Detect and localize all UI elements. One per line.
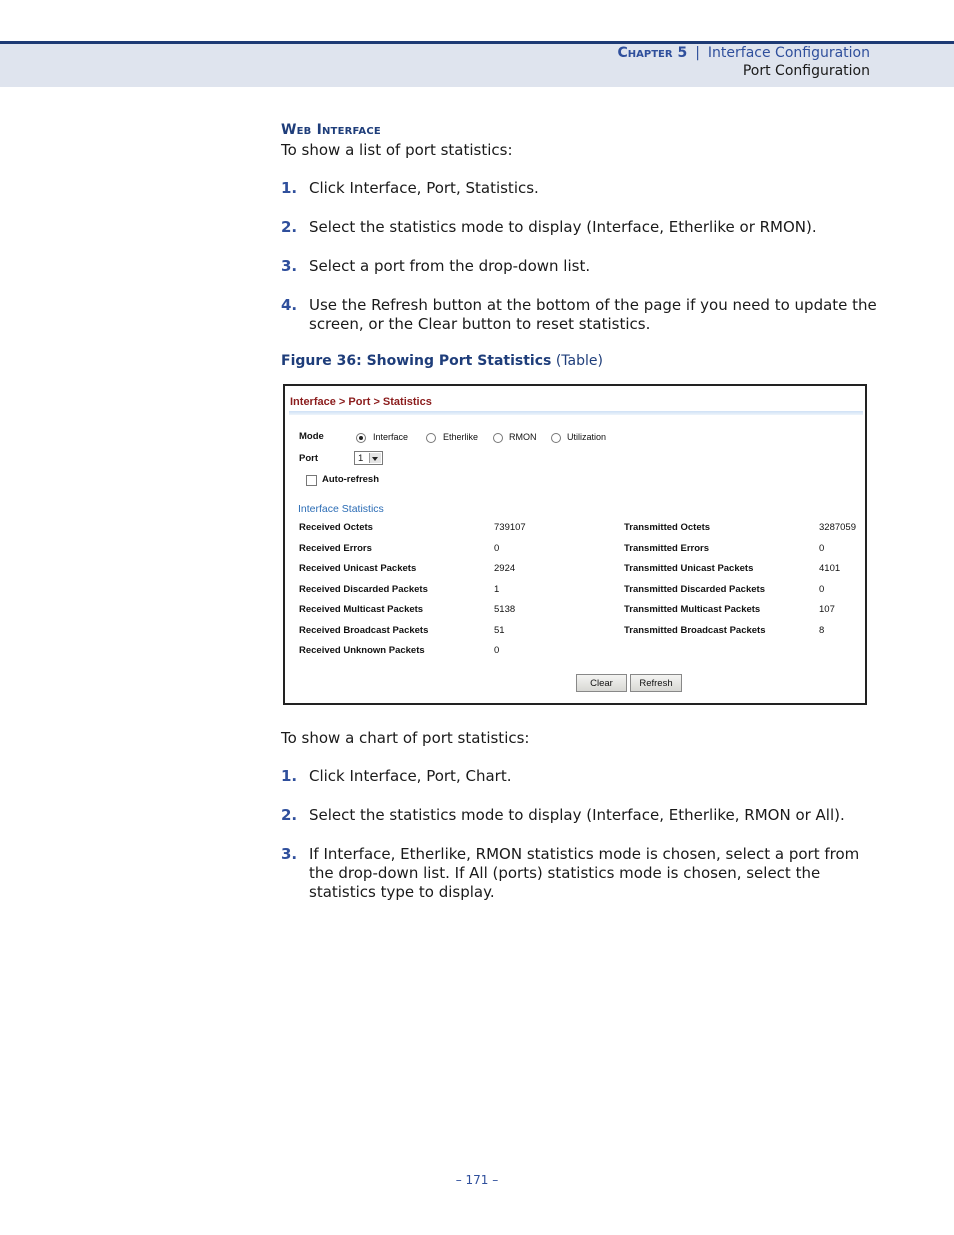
- step-number: 3.: [281, 845, 298, 863]
- port-select-value: 1: [358, 453, 364, 464]
- stat-value: 739107: [494, 522, 526, 533]
- radio-utilization-label: Utilization: [567, 432, 607, 442]
- stat-label: Received Octets: [299, 522, 373, 533]
- auto-refresh-label: Auto-refresh: [322, 474, 380, 485]
- step-number: 2.: [281, 806, 298, 824]
- stat-label: Received Broadcast Packets: [299, 625, 429, 636]
- step-number: 1.: [281, 767, 298, 785]
- chapter-title: Interface Configuration: [707, 45, 870, 61]
- stat-label: Received Unicast Packets: [299, 563, 417, 574]
- stat-value: 0: [819, 584, 825, 595]
- stat-label: Transmitted Broadcast Packets: [624, 625, 766, 636]
- port-label: Port: [299, 453, 318, 464]
- stat-value: 107: [819, 604, 835, 615]
- mode-label: Mode: [299, 431, 324, 442]
- step-text: Select the statistics mode to display (Interface, Etherlike, RMON or All).: [309, 806, 845, 824]
- step-text: Select the statistics mode to display (Interface, Etherlike or RMON).: [309, 218, 817, 236]
- figure-label: Figure 36: Showing Port Statistics: [281, 353, 552, 369]
- stat-label: Transmitted Discarded Packets: [624, 584, 765, 595]
- stat-value: 8: [819, 625, 825, 636]
- stat-value: 51: [494, 625, 505, 636]
- radio-etherlike[interactable]: [426, 433, 436, 443]
- running-header-subsection: Port Configuration: [742, 63, 870, 79]
- stat-value: 3287059: [819, 522, 856, 533]
- stat-value: 5138: [494, 604, 516, 615]
- stat-label: Transmitted Multicast Packets: [624, 604, 761, 615]
- breadcrumb: Interface > Port > Statistics: [290, 396, 432, 408]
- intro-chart-paragraph: To show a chart of port statistics:: [281, 729, 530, 747]
- port-statistics-screenshot: [283, 384, 867, 705]
- radio-rmon[interactable]: [493, 433, 503, 443]
- step-number: 1.: [281, 179, 298, 197]
- step-text: If Interface, Etherlike, RMON statistics mode is chosen, select a port from the drop-down list. If All (ports) statistics mode is chosen, select the statistics type to display.: [309, 845, 860, 901]
- figure-caption: [281, 353, 603, 369]
- stat-value: 0: [494, 645, 500, 656]
- interface-statistics-title: Interface Statistics: [298, 503, 384, 515]
- stat-label: Received Errors: [299, 543, 372, 554]
- radio-etherlike-label: Etherlike: [443, 432, 479, 442]
- section-title: Web Interface: [281, 122, 381, 138]
- stat-value: 1: [494, 584, 500, 595]
- running-header-chapter: [618, 45, 870, 61]
- port-select[interactable]: [354, 451, 383, 465]
- refresh-button[interactable]: Refresh: [630, 674, 682, 692]
- step-text: Click Interface, Port, Statistics.: [309, 179, 539, 197]
- step-number: 4.: [281, 296, 298, 314]
- stat-value: 0: [819, 543, 825, 554]
- radio-utilization[interactable]: [551, 433, 561, 443]
- stat-label: Received Multicast Packets: [299, 604, 424, 615]
- auto-refresh-checkbox[interactable]: [306, 475, 317, 486]
- step-number: 3.: [281, 257, 298, 275]
- stat-label: Transmitted Octets: [624, 522, 711, 533]
- stat-label: Transmitted Errors: [624, 543, 709, 554]
- stat-value: 4101: [819, 563, 841, 574]
- radio-interface[interactable]: [356, 433, 366, 443]
- stat-value: 2924: [494, 563, 516, 574]
- step-number: 2.: [281, 218, 298, 236]
- page-number: – 171 –: [455, 1173, 499, 1187]
- title-underline: [289, 411, 863, 415]
- step-text: Use the Refresh button at the bottom of the page if you need to update the screen, or the Clear button to reset statistics.: [309, 296, 877, 333]
- intro-table-paragraph: To show a list of port statistics:: [281, 141, 513, 159]
- figure-suffix: (Table): [555, 353, 603, 369]
- stat-label: Transmitted Unicast Packets: [624, 563, 754, 574]
- step-text: Select a port from the drop-down list.: [309, 257, 591, 275]
- radio-interface-label: Interface: [373, 432, 409, 442]
- chevron-down-icon[interactable]: [369, 453, 381, 463]
- radio-rmon-label: RMON: [509, 432, 537, 442]
- header-separator: |: [695, 45, 700, 61]
- stat-value: 0: [494, 543, 500, 554]
- stat-label: Received Discarded Packets: [299, 584, 428, 595]
- chapter-label: Chapter 5: [617, 45, 688, 61]
- stat-label: Received Unknown Packets: [299, 645, 425, 656]
- clear-button[interactable]: Clear: [576, 674, 627, 692]
- step-text: Click Interface, Port, Chart.: [309, 767, 512, 785]
